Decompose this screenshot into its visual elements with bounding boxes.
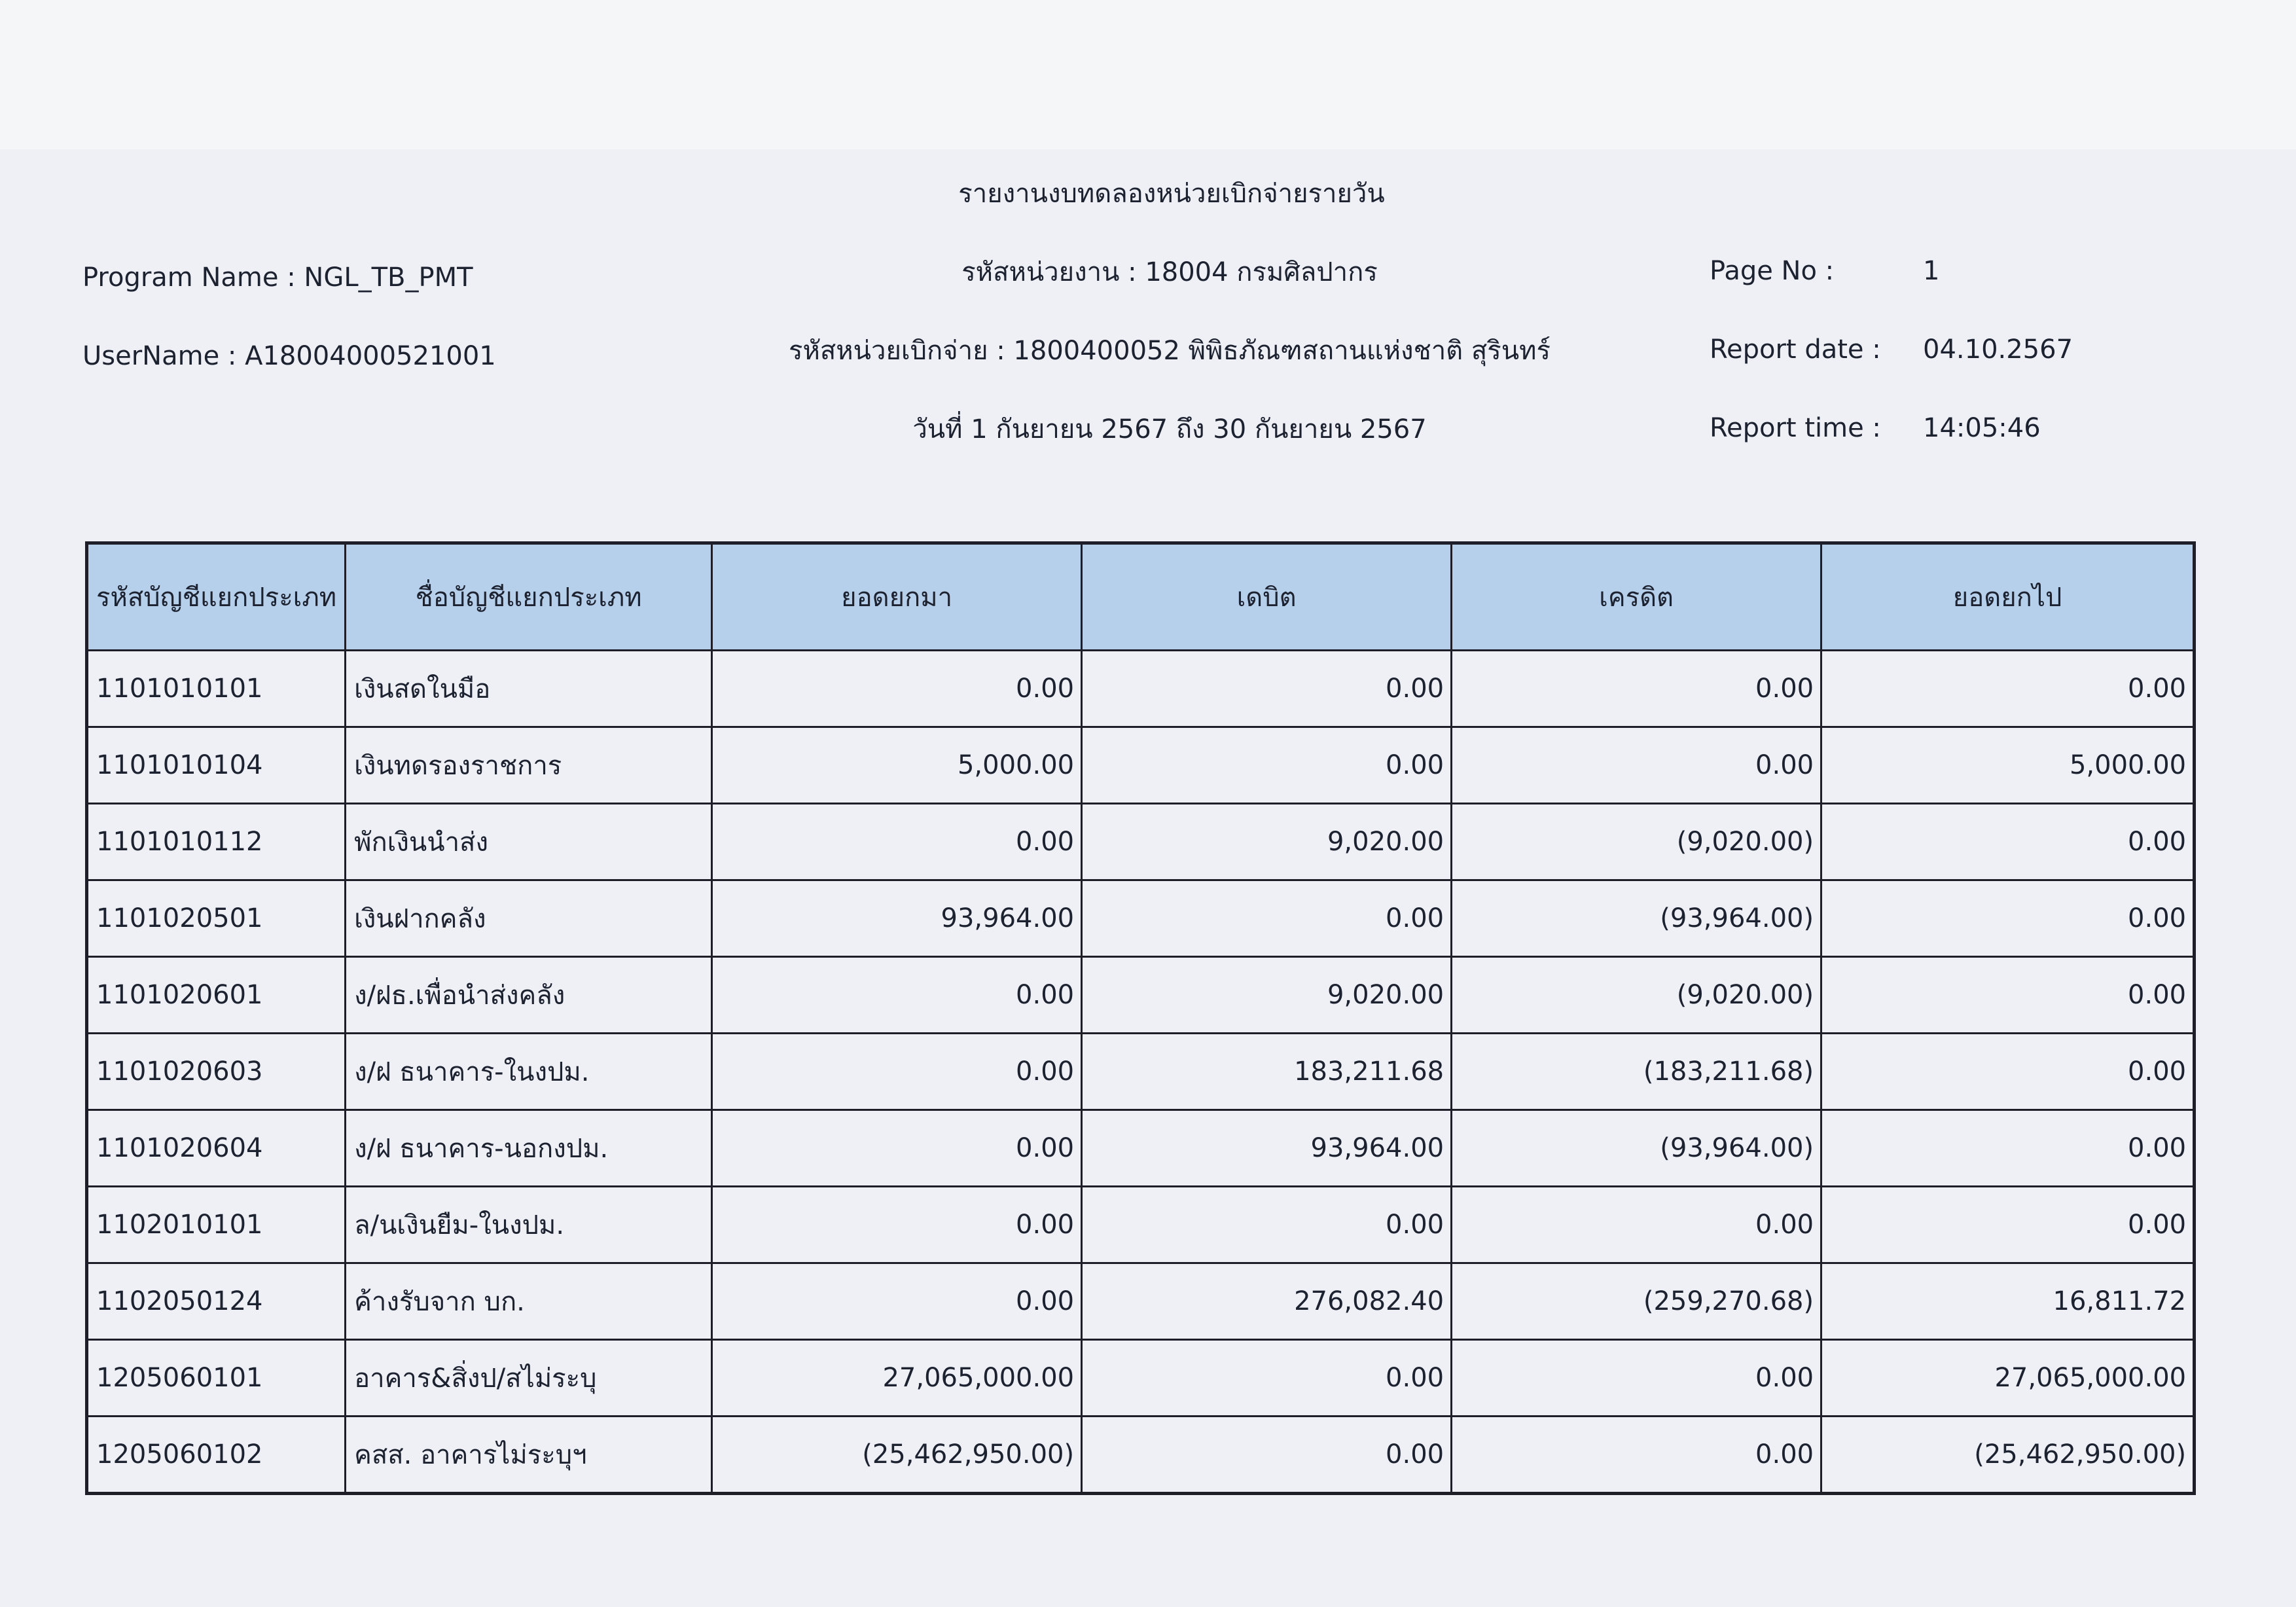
- account-name: ง/ฝ ธนาคาร-นอกงปม.: [346, 1110, 712, 1187]
- account-code: 1101020604: [87, 1110, 346, 1187]
- debit: 183,211.68: [1082, 1034, 1452, 1110]
- table-row: [87, 1417, 2195, 1494]
- opening-balance: 0.00: [712, 651, 1082, 727]
- closing-balance: 0.00: [1821, 880, 2195, 957]
- opening-balance: 27,065,000.00: [712, 1340, 1082, 1417]
- account-name: เงินทดรองราชการ: [346, 727, 712, 804]
- closing-balance: 0.00: [1821, 804, 2195, 880]
- report-title: รายงานงบทดลองหน่วยเบิกจ่ายรายวัน: [958, 179, 1385, 209]
- table-header: [87, 543, 2195, 651]
- report-date-value: 04.10.2567: [1923, 334, 2073, 365]
- debit: 0.00: [1082, 1340, 1452, 1417]
- credit: 0.00: [1452, 651, 1821, 727]
- debit: 0.00: [1082, 727, 1452, 804]
- closing-balance: 16,811.72: [1821, 1263, 2195, 1340]
- debit: 9,020.00: [1082, 957, 1452, 1034]
- table-row: [87, 727, 2195, 804]
- opening-balance: 0.00: [712, 1263, 1082, 1340]
- opening-balance: 0.00: [712, 1187, 1082, 1263]
- trial-balance-table: [85, 541, 2196, 1495]
- account-code: 1102050124: [87, 1263, 346, 1340]
- credit: (9,020.00): [1452, 804, 1821, 880]
- opening-balance: 0.00: [712, 804, 1082, 880]
- table-row: [87, 957, 2195, 1034]
- closing-balance: 0.00: [1821, 1034, 2195, 1110]
- credit: 0.00: [1452, 1417, 1821, 1494]
- page-no-label: Page No :: [1710, 256, 1835, 286]
- account-code: 1101010101: [87, 651, 346, 727]
- credit: (93,964.00): [1452, 1110, 1821, 1187]
- page-no-value: 1: [1923, 256, 1940, 286]
- table-row: [87, 804, 2195, 880]
- opening-balance: 93,964.00: [712, 880, 1082, 957]
- account-name: ค้างรับจาก บก.: [346, 1263, 712, 1340]
- closing-balance: (25,462,950.00): [1821, 1417, 2195, 1494]
- credit: 0.00: [1452, 1340, 1821, 1417]
- account-name: ล/นเงินยืม-ในงปม.: [346, 1187, 712, 1263]
- col-credit: เครดิต: [1452, 543, 1821, 651]
- account-name: ง/ฝ ธนาคาร-ในงปม.: [346, 1034, 712, 1110]
- table-row: [87, 880, 2195, 957]
- table-row: [87, 1340, 2195, 1417]
- closing-balance: 0.00: [1821, 1110, 2195, 1187]
- opening-balance: 5,000.00: [712, 727, 1082, 804]
- credit: (9,020.00): [1452, 957, 1821, 1034]
- table-body: [87, 651, 2195, 1494]
- disbursing-unit-line: รหัสหน่วยเบิกจ่าย : 1800400052 พิพิธภัณฑสถานแห่งชาติ สุรินทร์: [789, 336, 1551, 366]
- debit: 0.00: [1082, 880, 1452, 957]
- account-code: 1205060102: [87, 1417, 346, 1494]
- account-code: 1101010104: [87, 727, 346, 804]
- col-account-code: รหัสบัญชีแยกประเภท: [87, 543, 346, 651]
- report-time-label: Report time :: [1710, 413, 1881, 443]
- col-debit: เดบิต: [1082, 543, 1452, 651]
- account-code: 1102010101: [87, 1187, 346, 1263]
- debit: 276,082.40: [1082, 1263, 1452, 1340]
- debit: 0.00: [1082, 1417, 1452, 1494]
- report-date-label: Report date :: [1710, 334, 1881, 365]
- closing-balance: 0.00: [1821, 957, 2195, 1034]
- table-row: [87, 1110, 2195, 1187]
- account-name: เงินฝากคลัง: [346, 880, 712, 957]
- account-name: ง/ฝธ.เพื่อนำส่งคลัง: [346, 957, 712, 1034]
- credit: 0.00: [1452, 1187, 1821, 1263]
- table-row: [87, 1263, 2195, 1340]
- account-name: เงินสดในมือ: [346, 651, 712, 727]
- table-row: [87, 1034, 2195, 1110]
- account-code: 1205060101: [87, 1340, 346, 1417]
- table-row: [87, 651, 2195, 727]
- opening-balance: 0.00: [712, 1034, 1082, 1110]
- closing-balance: 0.00: [1821, 651, 2195, 727]
- opening-balance: 0.00: [712, 957, 1082, 1034]
- date-range: วันที่ 1 กันยายน 2567 ถึง 30 กันยายน 2567: [912, 414, 1427, 444]
- closing-balance: 0.00: [1821, 1187, 2195, 1263]
- col-opening-balance: ยอดยกมา: [712, 543, 1082, 651]
- credit: (259,270.68): [1452, 1263, 1821, 1340]
- account-code: 1101020603: [87, 1034, 346, 1110]
- debit: 93,964.00: [1082, 1110, 1452, 1187]
- opening-balance: 0.00: [712, 1110, 1082, 1187]
- credit: (93,964.00): [1452, 880, 1821, 957]
- account-name: พักเงินนำส่ง: [346, 804, 712, 880]
- account-name: คสส. อาคารไม่ระบุฯ: [346, 1417, 712, 1494]
- header-row: [87, 543, 2195, 651]
- col-closing-balance: ยอดยกไป: [1821, 543, 2195, 651]
- program-name: Program Name : NGL_TB_PMT: [82, 262, 473, 293]
- account-name: อาคาร&สิ่งป/สไม่ระบุ: [346, 1340, 712, 1417]
- credit: (183,211.68): [1452, 1034, 1821, 1110]
- opening-balance: (25,462,950.00): [712, 1417, 1082, 1494]
- account-code: 1101010112: [87, 804, 346, 880]
- closing-balance: 27,065,000.00: [1821, 1340, 2195, 1417]
- agency-line: รหัสหน่วยงาน : 18004 กรมศิลปากร: [961, 257, 1378, 287]
- col-account-name: ชื่อบัญชีแยกประเภท: [346, 543, 712, 651]
- debit: 0.00: [1082, 651, 1452, 727]
- account-code: 1101020601: [87, 957, 346, 1034]
- user-name: UserName : A18004000521001: [82, 341, 496, 371]
- account-code: 1101020501: [87, 880, 346, 957]
- closing-balance: 5,000.00: [1821, 727, 2195, 804]
- report-time-value: 14:05:46: [1923, 413, 2041, 443]
- credit: 0.00: [1452, 727, 1821, 804]
- table-row: [87, 1187, 2195, 1263]
- debit: 9,020.00: [1082, 804, 1452, 880]
- debit: 0.00: [1082, 1187, 1452, 1263]
- page-top-margin: [0, 0, 2296, 149]
